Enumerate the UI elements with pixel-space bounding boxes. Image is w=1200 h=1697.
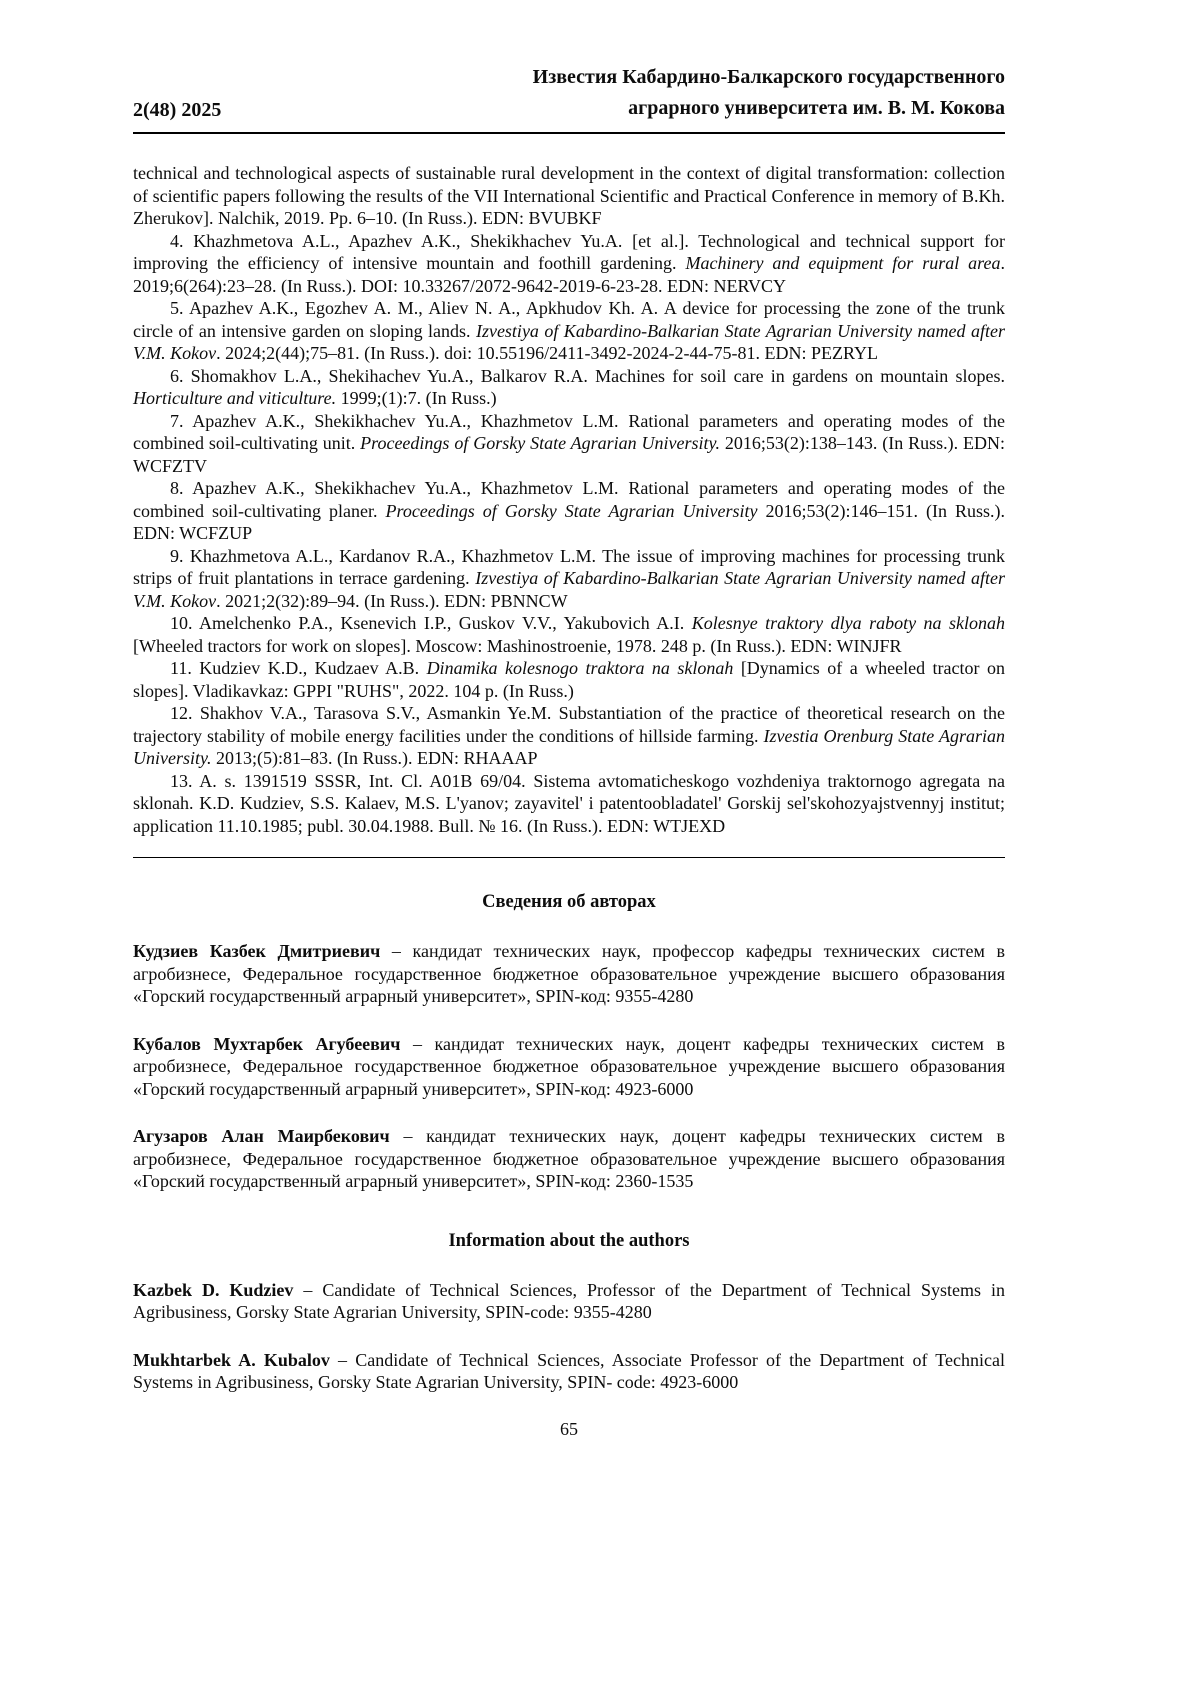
- author-info-en: Kazbek D. Kudziev – Candidate of Technical Sciences, Professor of the Department of Technical Systems in Agribusiness, Gorsky State Agrarian University, SPIN-code: 9355-4280: [133, 1279, 1005, 1322]
- author-info-en: Mukhtarbek A. Kubalov – Candidate of Technical Sciences, Associate Professor of the Department of Technical Systems in Agribusiness, Gorsky State Agrarian University, SPIN- code: 4923-6000: [133, 1349, 1006, 1392]
- journal-title-line2: аграрного университета им. В. М. Кокова: [628, 97, 1005, 119]
- authors-ru-heading: Сведения об авторах: [482, 892, 656, 912]
- section-divider: [133, 857, 1005, 858]
- page-number: 65: [560, 1418, 578, 1439]
- authors-en-heading: Information about the authors: [448, 1230, 690, 1251]
- author-info-ru: Кудзиев Казбек Дмитриевич – кандидат технических наук, профессор кафедры технических систем в агробизнесе, Федеральное государственное бюджетное образовательное учреждение высшего образования «Горский государственный аграрный университет», SPIN-код: 9355-4280: [133, 941, 1005, 1006]
- reference-item: 10. Amelchenko P.A., Ksenevich I.P., Guskov V.V., Yakubovich A.I. Kolesnye traktory dlya raboty na sklonah [Wheeled tractors for work on slopes]. Moscow: Mashinostroenie, 1978. 248 p. (In Russ.). EDN: WINJFR: [133, 613, 1005, 656]
- page-body: [133, 162, 1005, 1394]
- reference-item: 8. Apazhev A.K., Shekikhachev Yu.A., Khazhmetov L.M. Rational parameters and operating modes of the combined soil-cultivating planer. Proceedings of Gorsky State Agrarian University 2016;53(2):146–151. (In Russ.). EDN: WCFZUP: [133, 478, 1005, 543]
- journal-title: [533, 62, 1005, 124]
- journal-title-line1: Известия Кабардино-Балкарского государственного: [532, 66, 1005, 88]
- reference-item: 4. Khazhmetova A.L., Apazhev A.K., Shekikhachev Yu.A. [et al.]. Technological and technical support for improving the efficiency of intensive mountain and foothill gardening. Machinery and equipment for rural area. 2019;6(264):23–28. (In Russ.). DOI: 10.33267/2072-9642-2019-6-23-28. EDN: NERVCY: [133, 230, 1006, 296]
- author-info-ru: Агузаров Алан Маирбекович – кандидат технических наук, доцент кафедры технических систем в агробизнесе, Федеральное государственное бюджетное образовательное учреждение высшего образования «Горский государственный аграрный университет», SPIN-код: 2360-1535: [133, 1126, 1005, 1191]
- reference-item: 7. Apazhev A.K., Shekikhachev Yu.A., Khazhmetov L.M. Rational parameters and operating modes of the combined soil-cultivating unit. Proceedings of Gorsky State Agrarian University. 2016;53(2):138–143. (In Russ.). EDN: WCFZTV: [133, 410, 1006, 476]
- references-section: [133, 162, 1005, 837]
- reference-item: 11. Kudziev K.D., Kudzaev A.B. Dinamika kolesnogo traktora na sklonah [Dynamics of a wheeled tractor on slopes]. Vladikavkaz: GPPI "RUHS", 2022. 104 p. (In Russ.): [133, 658, 1005, 701]
- reference-item: 9. Khazhmetova A.L., Kardanov R.A., Khazhmetov L.M. The issue of improving machines for processing trunk strips of fruit plantations in terrace gardening. Izvestiya of Kabardino-Balkarian State Agrarian University named after V.M. Kokov. 2021;2(32):89–94. (In Russ.). EDN: PBNNCW: [133, 545, 1005, 611]
- authors-en-section: [133, 1279, 1005, 1394]
- page-footer: [133, 1419, 1005, 1440]
- reference-item: 5. Apazhev A.K., Egozhev A. M., Aliev N. A., Apkhudov Kh. A. A device for processing the zone of the trunk circle of an intensive garden on sloping lands. Izvestiya of Kabardino-Balkarian State Agrarian University named after V.M. Kokov. 2024;2(44);75–81. (In Russ.). doi: 10.55196/2411-3492-2024-2-44-75-81. EDN: PEZRYL: [133, 298, 1005, 363]
- author-info-ru: Кубалов Мухтарбек Агубеевич – кандидат технических наук, доцент кафедры технических систем в агробизнесе, Федеральное государственное бюджетное образовательное учреждение высшего образования «Горский государственный аграрный университет», SPIN-код: 4923-6000: [133, 1033, 1005, 1099]
- reference-item: 12. Shakhov V.A., Tarasova S.V., Asmankin Ye.M. Substantiation of the practice of theoretical research on the trajectory stability of mobile energy facilities under the conditions of hillside farming. Izvestia Orenburg State Agrarian University. 2013;(5):81–83. (In Russ.). EDN: RHAAAP: [133, 703, 1005, 768]
- reference-item: 13. A. s. 1391519 SSSR, Int. Cl. A01B 69/04. Sistema avtomaticheskogo vozhdeniya traktornogo agregata na sklonah. K.D. Kudziev, S.S. Kalaev, M.S. L'yanov; zayavitel' i patentoobladatel' Gorskij sel'skohozyajstvennyj institut; application 11.10.1985; publ. 30.04.1988. Bull. № 16. (In Russ.). EDN: WTJEXD: [133, 770, 1005, 836]
- header-rule: [133, 132, 1005, 134]
- reference-item: 6. Shomakhov L.A., Shekihachev Yu.A., Balkarov R.A. Machines for soil care in gardens on mountain slopes. Horticulture and viticulture. 1999;(1):7. (In Russ.): [133, 365, 1005, 408]
- page-header: [133, 62, 1005, 124]
- authors-ru-section: [133, 940, 1005, 1193]
- issue-number: 2(48) 2025: [133, 99, 222, 121]
- reference-item: technical and technological aspects of sustainable rural development in the context of digital transformation: collection of scientific papers following the results of the VII International Scientific and Practical Conference in memory of B.Kh. Zherukov]. Nalchik, 2019. Pp. 6–10. (In Russ.). EDN: BVUBKF: [133, 163, 1005, 228]
